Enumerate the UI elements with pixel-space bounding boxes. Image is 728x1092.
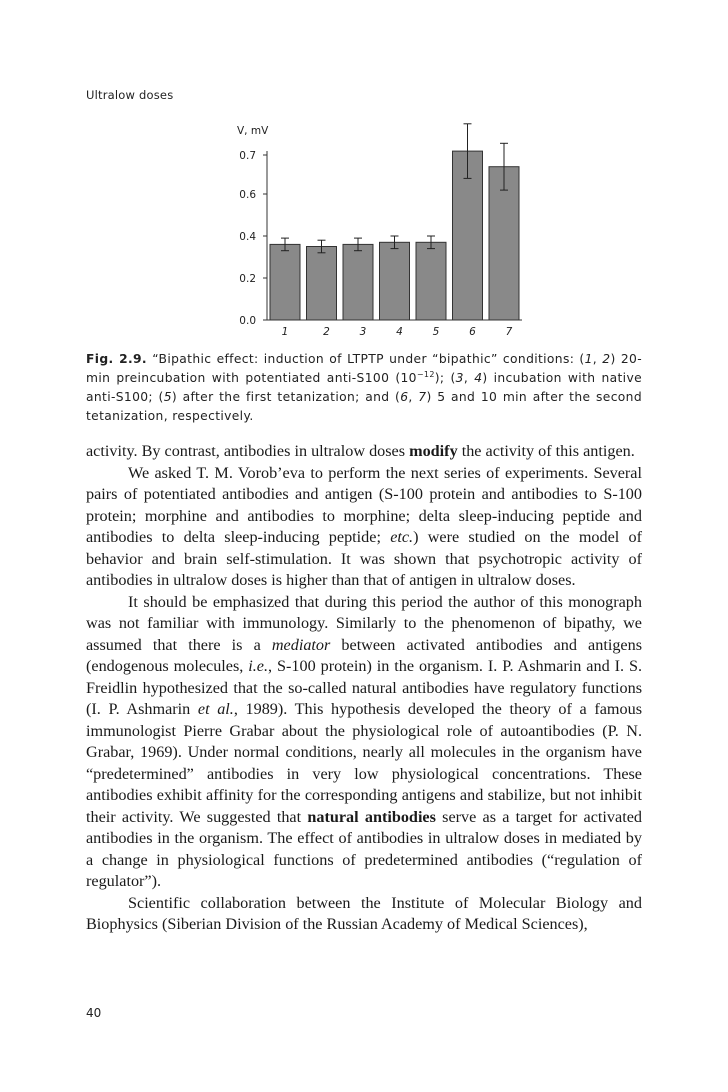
- x-tick-label: 7: [505, 326, 513, 338]
- caption-text: ) 5 and 10 min after the second tetanization, respectively.: [86, 390, 642, 423]
- bar: [343, 244, 373, 320]
- italic-term: i.e.: [248, 657, 269, 675]
- caption-ref: 6: [400, 390, 409, 404]
- bold-term: natural antibodies: [307, 807, 436, 826]
- x-tick-label: 2: [323, 326, 330, 338]
- text-run: serve as a target for activated antibodies in the organism. The effect of antibodies in ultralow doses in mediated by a change in physiological functions of predetermined antibodies (“regulation of regulator”).: [86, 807, 642, 890]
- y-axis-label: V, mV: [237, 125, 269, 137]
- text-run: It should be emphasized that during this period the author of this monograph was not familiar with immunology. Similarly to the phenomenon of bipathy, we assumed that there is a: [86, 592, 642, 654]
- bar: [416, 242, 446, 320]
- caption-text: “Bipathic effect: induction of LTPTP under “bipathic” conditions: (: [146, 352, 585, 366]
- y-tick-label: 0.6: [239, 189, 256, 201]
- paragraph: [86, 463, 642, 592]
- text-run: between activated antibodies and antigens (endogenous molecules,: [86, 635, 643, 675]
- caption-text: ) incubation with native anti-S100; (: [86, 371, 642, 404]
- figure-caption: [86, 350, 642, 426]
- paragraph: [86, 592, 642, 893]
- text-run: We asked T. M. Vorob’eva to perform the next series of experiments. Several pairs of potentiated antibodies and antigen (S-100 protein and antibodies to S-100 protein; morphine and antibodies to morphine; delta sleep-inducing peptide and antibodies to delta sleep-inducing peptide;: [86, 463, 642, 546]
- italic-term: etc.: [390, 528, 414, 546]
- x-ticks-group: [282, 326, 513, 338]
- caption-exponent: −12: [416, 370, 435, 379]
- text-run: , 1989). This hypothesis developed the theory of a famous immunologist Pierre Grabar about the physiological role of autoantibodies (P. N. Grabar, 1969). Under normal conditions, nearly all molecules in the organism have “predetermined” antibodies in very low physiological concentrations. These antibodies exhibit affinity for the corresponding antigens and stabilize, but not inhibit their activity. We suggested that: [86, 700, 642, 826]
- bar: [270, 244, 300, 320]
- caption-ref: 7: [418, 390, 427, 404]
- caption-ref: 1: [584, 352, 593, 366]
- caption-text: ,: [592, 352, 603, 366]
- text-run: , S-100 protein) in the organism. I. P. Ashmarin and I. S. Freidlin hypothesized that the so-called natural antibodies have regulatory functions (I. P. Ashmarin: [86, 657, 643, 718]
- text-run: ) were studied on the model of behavior and brain self-stimulation. It was shown that psychotropic activity of antibodies in ultralow doses is higher than that of antigen in ultralow doses.: [86, 528, 642, 589]
- running-head: Ultralow doses: [86, 88, 174, 102]
- page-number: 40: [86, 1006, 102, 1020]
- caption-ref: 4: [474, 371, 483, 385]
- figure-label: Fig. 2.9.: [86, 352, 147, 366]
- x-tick-label: 3: [359, 326, 367, 338]
- x-tick-label: 5: [432, 326, 440, 338]
- caption-ref: 2: [602, 352, 611, 366]
- caption-ref: 5: [163, 390, 172, 404]
- italic-term: mediator: [271, 635, 331, 654]
- bar: [380, 242, 410, 320]
- bar-chart: [200, 118, 540, 350]
- paragraph: [86, 441, 642, 463]
- caption-text: ,: [408, 390, 419, 404]
- y-tick-label: 0.0: [239, 315, 256, 327]
- caption-text: ) 20-min preincubation with potentiated anti-S100 (10: [86, 352, 642, 385]
- bar: [307, 247, 337, 321]
- y-ticks-group: [239, 150, 267, 327]
- italic-term: et al.: [197, 700, 234, 718]
- body-text: [86, 441, 642, 936]
- caption-text: ); (: [434, 371, 456, 385]
- y-tick-label: 0.7: [239, 150, 256, 162]
- x-tick-label: 6: [469, 326, 476, 338]
- x-tick-label: 4: [396, 326, 403, 338]
- bar-chart-svg: [200, 118, 540, 350]
- x-tick-label: 1: [281, 326, 289, 338]
- paragraph: Scientific collaboration between the Institute of Molecular Biology and Biophysics (Siberian Division of the Russian Academy of Medical Sciences),: [86, 893, 642, 933]
- y-tick-label: 0.4: [239, 231, 256, 243]
- caption-text: ,: [463, 371, 475, 385]
- text-run: the activity of this antigen.: [457, 442, 635, 460]
- text-run: activity. By contrast, antibodies in ultralow doses: [86, 442, 410, 460]
- y-tick-label: 0.2: [239, 273, 256, 285]
- caption-text: ) after the first tetanization; and (: [171, 390, 401, 404]
- bold-term: modify: [409, 442, 458, 460]
- caption-ref: 3: [455, 371, 464, 385]
